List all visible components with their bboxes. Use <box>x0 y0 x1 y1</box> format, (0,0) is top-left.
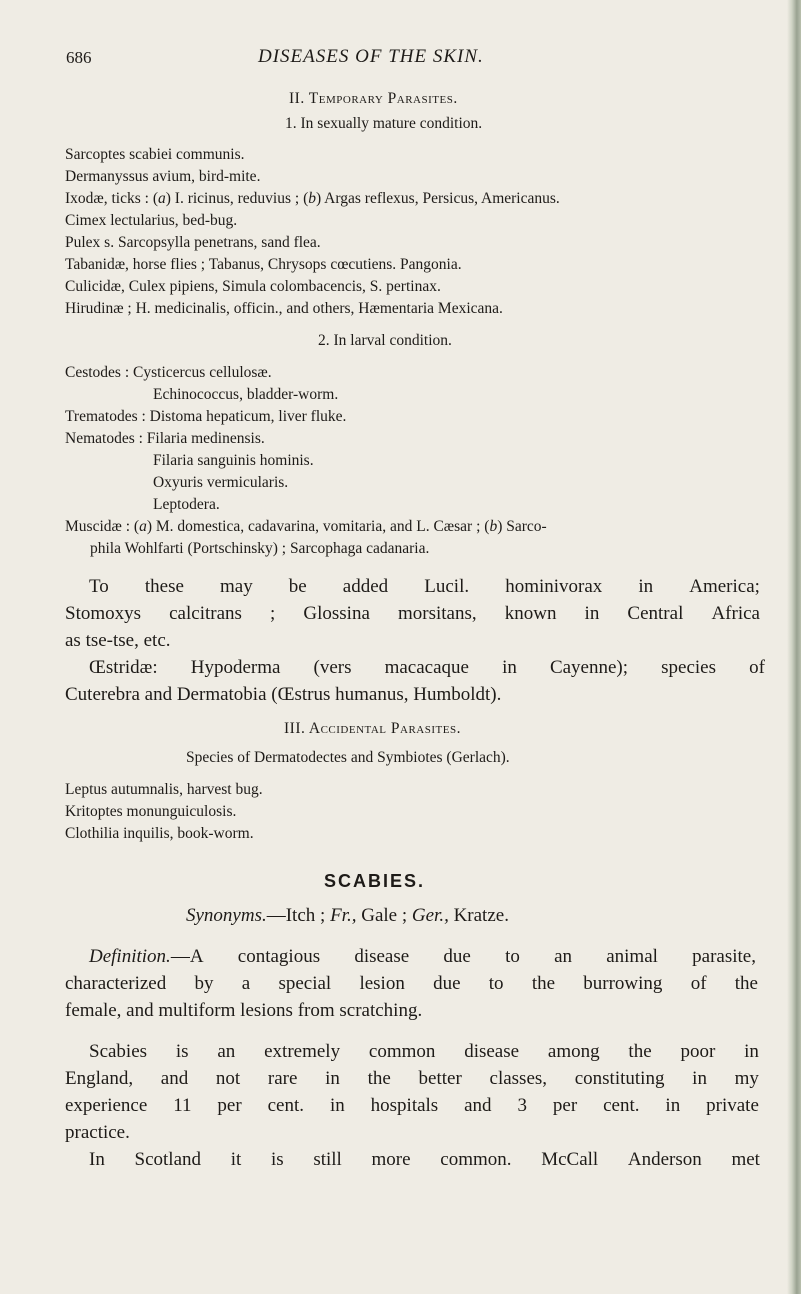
prevalence-line-3: experience 11 per cent. in hospitals and 3 per cent. in private <box>65 1095 759 1116</box>
entry-hirudinae: Hirudinæ ; H. medicinalis, officin., and others, Hæmentaria Mexicana. <box>65 300 503 317</box>
entry-echinococcus: Echinococcus, bladder-worm. <box>153 386 339 403</box>
scotland-line-1: In Scotland it is still more common. McCall Anderson met <box>89 1149 760 1170</box>
entry-dermatodectes: Species of Dermatodectes and Symbiotes (Gerlach). <box>186 749 510 766</box>
section-heading-accidental-parasites: III. Accidental Parasites. <box>284 720 461 737</box>
added-line-4: Œstridæ: Hypoderma (vers macacaque in Cayenne); species of <box>89 657 765 678</box>
chapter-title-scabies: SCABIES. <box>324 871 426 891</box>
prevalence-line-2: England, and not rare in the better classes, constituting in my <box>65 1068 759 1089</box>
entry-filaria-sanguinis: Filaria sanguinis hominis. <box>153 452 314 469</box>
entry-nematodes: Nematodes : Filaria medinensis. <box>65 430 265 447</box>
entry-muscidae: Muscidæ : (a) M. domestica, cadavarina, vomitaria, and L. Cæsar ; (b) Sarco- <box>65 518 547 535</box>
entry-clothilia: Clothilia inquilis, book-worm. <box>65 825 254 842</box>
entry-oxyuris: Oxyuris vermicularis. <box>153 474 289 491</box>
entry-trematodes: Trematodes : Distoma hepaticum, liver fluke. <box>65 408 347 425</box>
added-line-5: Cuterebra and Dermatobia (Œstrus humanus, Humboldt). <box>65 684 502 705</box>
page-edge-shadow <box>787 0 801 1294</box>
entry-kritoptes: Kritoptes monunguiculosis. <box>65 803 237 820</box>
definition-line-1: Definition.—A contagious disease due to an animal parasite, <box>89 946 756 967</box>
prevalence-line-4: practice. <box>65 1122 130 1143</box>
entry-muscidae-continued: phila Wohlfarti (Portschinsky) ; Sarcophaga cadanaria. <box>90 540 430 557</box>
prevalence-line-1: Scabies is an extremely common disease among the poor in <box>89 1041 759 1062</box>
synonyms-line: Synonyms.—Itch ; Fr., Gale ; Ger., Kratze. <box>186 905 509 926</box>
entry-sarcoptes: Sarcoptes scabiei communis. <box>65 146 245 163</box>
subheading-larval-condition: 2. In larval condition. <box>318 332 452 349</box>
entry-tabanidae: Tabanidæ, horse flies ; Tabanus, Chrysops cœcutiens. Pangonia. <box>65 256 462 273</box>
entry-culicidae: Culicidæ, Culex pipiens, Simula colombacencis, S. pertinax. <box>65 278 441 295</box>
added-line-3: as tse-tse, etc. <box>65 630 171 651</box>
entry-leptodera: Leptodera. <box>153 496 220 513</box>
entry-leptus: Leptus autumnalis, harvest bug. <box>65 781 263 798</box>
entry-cimex: Cimex lectularius, bed-bug. <box>65 212 238 229</box>
entry-cestodes: Cestodes : Cysticercus cellulosæ. <box>65 364 272 381</box>
added-line-1: To these may be added Lucil. hominivorax in America; <box>89 576 760 597</box>
subheading-mature-condition: 1. In sexually mature condition. <box>285 115 483 132</box>
running-title: DISEASES OF THE SKIN. <box>258 46 484 67</box>
section-heading-temporary-parasites: II. Temporary Parasites. <box>289 90 458 107</box>
definition-line-3: female, and multiform lesions from scratching. <box>65 1000 423 1021</box>
page-number: 686 <box>66 48 92 67</box>
entry-pulex: Pulex s. Sarcopsylla penetrans, sand flea. <box>65 234 321 251</box>
entry-ixodae: Ixodæ, ticks : (a) I. ricinus, reduvius ; (b) Argas reflexus, Persicus, Americanus. <box>65 190 560 207</box>
definition-line-2: characterized by a special lesion due to the burrowing of the <box>65 973 758 994</box>
entry-dermanyssus: Dermanyssus avium, bird-mite. <box>65 168 261 185</box>
added-line-2: Stomoxys calcitrans ; Glossina morsitans, known in Central Africa <box>65 603 760 624</box>
